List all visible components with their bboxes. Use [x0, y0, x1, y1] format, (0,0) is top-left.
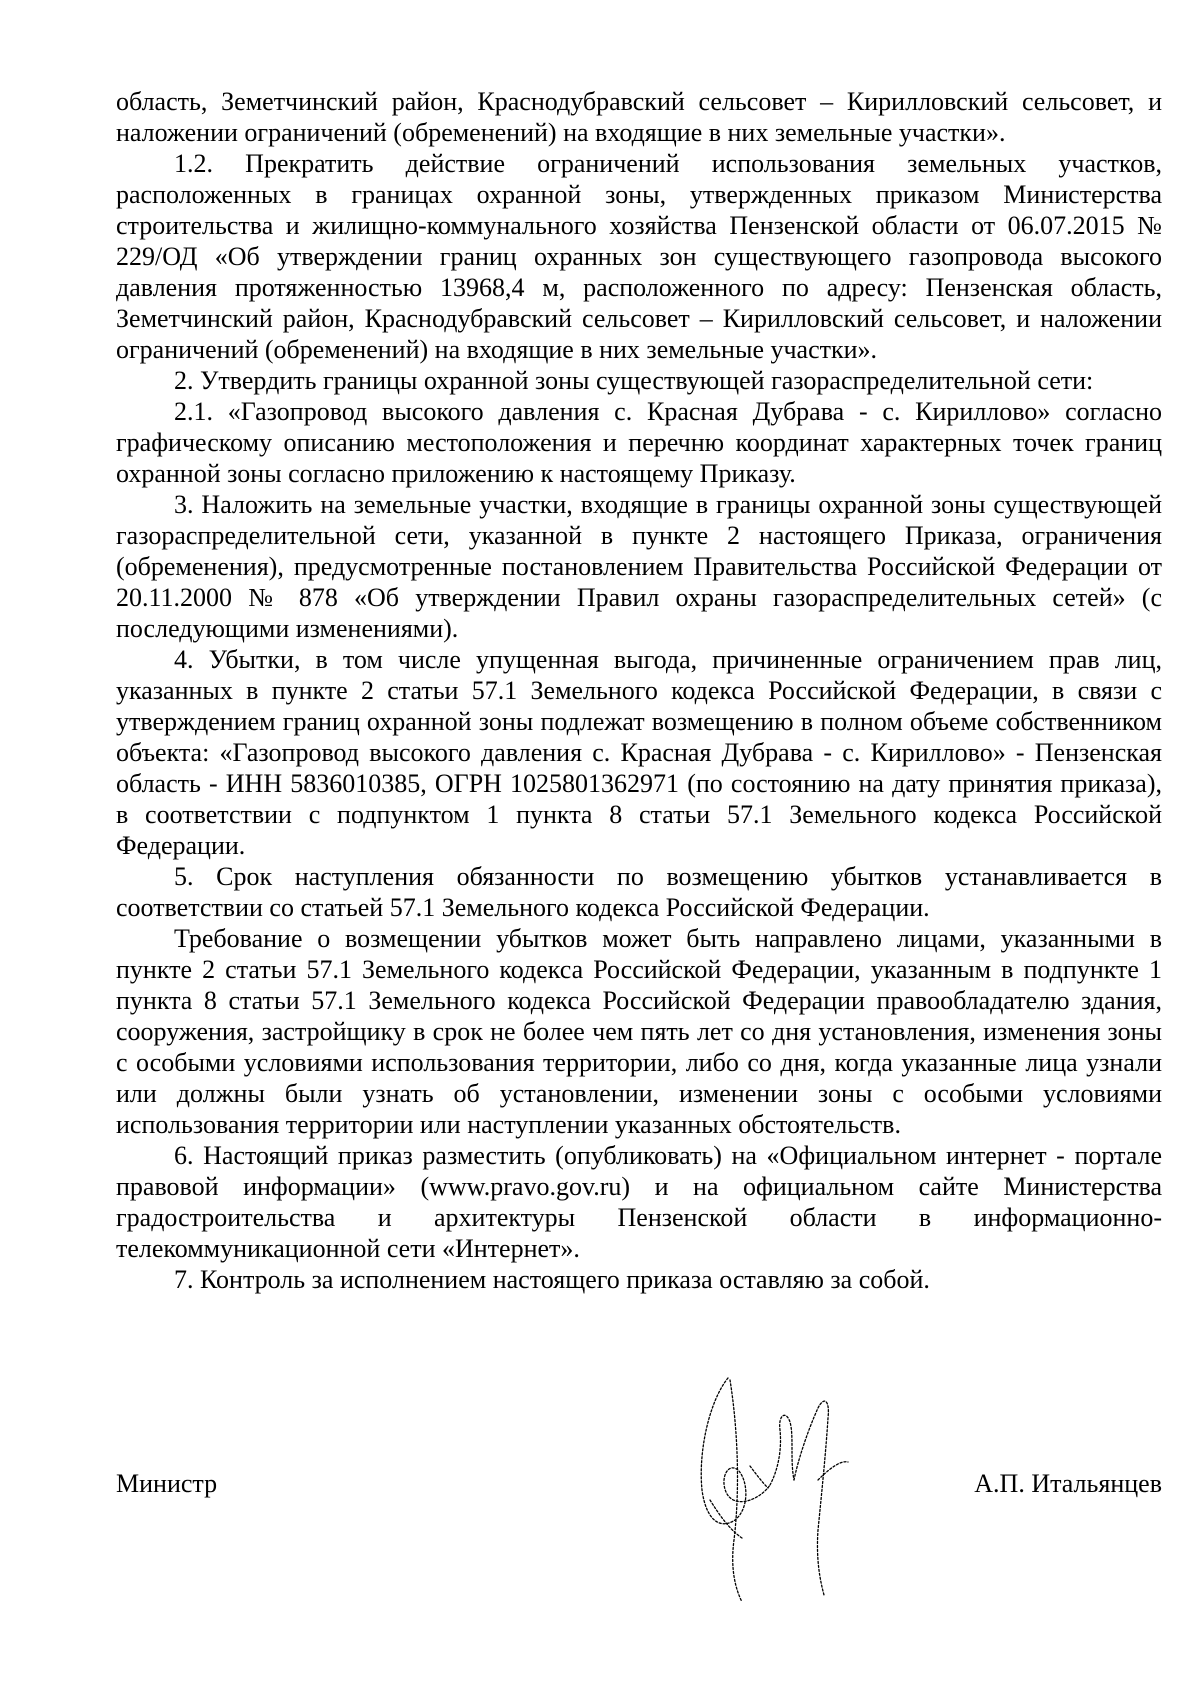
paragraph-5: 5. Срок наступления обязанности по возмещению убытков устанавливается в соответствии со статьей 57.1 Земельного кодекса Российской Федерации.	[116, 862, 1162, 922]
paragraph-continuation: область, Земетчинский район, Краснодубравский сельсовет – Кирилловский сельсовет, и наложении ограничений (обременений) на входящие в них земельные участки».	[116, 87, 1162, 147]
paragraph-6: 6. Настоящий приказ разместить (опубликовать) на «Официальном интернет - портале правовой информации» (www.pravo.gov.ru) и на официальном сайте Министерства градостроительства и архитектуры Пензенской области в информационно-телекоммуникационной сети «Интернет».	[116, 1141, 1162, 1263]
paragraph-1-2: 1.2. Прекратить действие ограничений использования земельных участков, расположенных в границах охранной зоны, утвержденных приказом Министерства строительства и жилищно-коммунального хозяйства Пензенской области от 06.07.2015 № 229/ОД «Об утверждении границ охранных зон существующего газопровода высокого давления протяженностью 13968,4 м, расположенного по адресу: Пензенская область, Земетчинский район, Краснодубравский сельсовет – Кирилловский сельсовет, и наложении ограничений (обременений) на входящие в них земельные участки».	[116, 149, 1162, 364]
paragraph-2: 2. Утвердить границы охранной зоны существующей газораспределительной сети:	[174, 366, 1094, 395]
paragraph-5-claim: Требование о возмещении убытков может быть направлено лицами, указанными в пункте 2 статьи 57.1 Земельного кодекса Российской Федерации, указанным в подпункте 1 пункта 8 статьи 57.1 Земельного кодекса Российской Федерации правообладателю здания, сооружения, застройщику в срок не более чем пять лет со дня установления, изменения зоны с особыми условиями использования территории, либо со дня, когда указанные лица узнали или должны были узнать об установлении, изменении зоны с особыми условиями использования территории или наступлении указанных обстоятельств.	[116, 924, 1162, 1139]
paragraph-7: 7. Контроль за исполнением настоящего приказа оставляю за собой.	[174, 1265, 930, 1294]
paragraph-2-1: 2.1. «Газопровод высокого давления с. Красная Дубрава - с. Кириллово» согласно графическому описанию местоположения и перечню координат характерных точек границ охранной зоны согласно приложению к настоящему Приказу.	[116, 397, 1162, 488]
signatory-title: Министр	[116, 1469, 218, 1498]
paragraph-4: 4. Убытки, в том числе упущенная выгода, причиненные ограничением прав лиц, указанных в пункте 2 статьи 57.1 Земельного кодекса Российской Федерации, в связи с утверждением границ охранной зоны подлежат возмещению в полном объеме собственником объекта: «Газопровод высокого давления с. Красная Дубрава - с. Кириллово» - Пензенская область - ИНН 5836010385, ОГРН 1025801362971 (по состоянию на дату принятия приказа), в соответствии с подпунктом 1 пункта 8 статьи 57.1 Земельного кодекса Российской Федерации.	[116, 645, 1162, 860]
paragraph-3: 3. Наложить на земельные участки, входящие в границы охранной зоны существующей газораспределительной сети, указанной в пункте 2 настоящего Приказа, ограничения (обременения), предусмотренные постановлением Правительства Российской Федерации от 20.11.2000 № 878 «Об утверждении Правил охраны газораспределительных сетей» (с последующими изменениями).	[116, 490, 1162, 643]
signatory-name: А.П. Итальянцев	[974, 1469, 1162, 1498]
document-body	[116, 86, 1162, 1295]
signature-block	[116, 1468, 1162, 1508]
